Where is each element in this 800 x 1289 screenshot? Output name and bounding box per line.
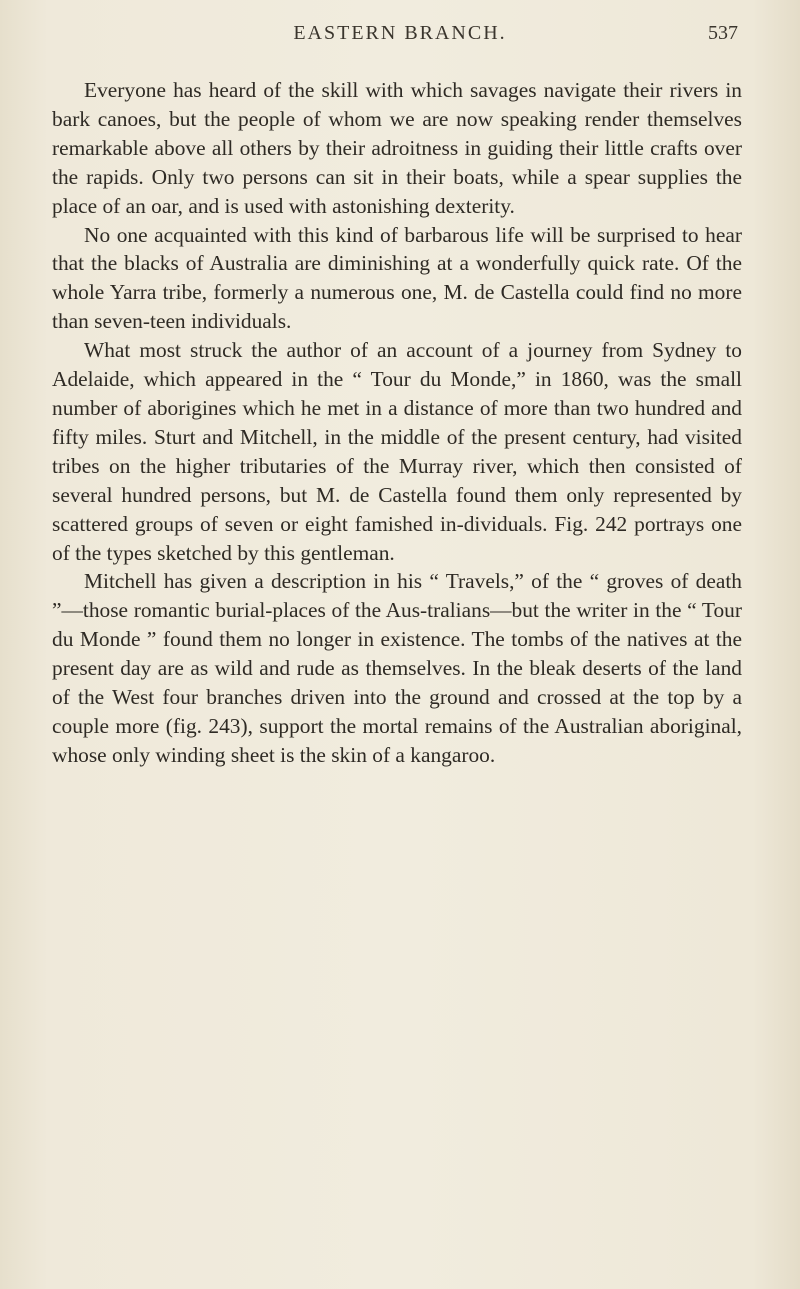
paragraph-burial: Mitchell has given a description in his “ Travels,” of the “ groves of death ”—those romantic burial-places of the Aus-tralians—but the writer in the “ Tour du Monde ” found them no longer in existence. The tombs of the natives at the present day are as wild and rude as themselves. In the bleak deserts of the land of the West four branches driven into the ground and crossed at the top by a couple more (fig. 243), support the mortal remains of the Australian aboriginal, whose only winding sheet is the skin of a kangaroo. xyxy=(52,569,742,767)
page-number: 537 xyxy=(708,22,738,44)
running-head xyxy=(0,22,800,52)
paragraph-diminishing: No one acquainted with this kind of barbarous life will be surprised to hear that the blacks of Australia are diminishing at a wonderfully quick rate. Of the whole Yarra tribe, formerly a numerous one, M. de Castella could find no more than seven-teen individuals. xyxy=(52,222,742,334)
paragraph-canoes: Everyone has heard of the skill with which savages navigate their rivers in bark canoes, but the people of whom we are now speaking render themselves remarkable above all others by their adroitness in guiding their little crafts over the rapids. Only two persons can sit in their boats, while a spear supplies the place of an oar, and is used with astonishing dexterity. xyxy=(52,78,742,218)
paragraph-journey: What most struck the author of an account of a journey from Sydney to Adelaide, which appeared in the “ Tour du Monde,” in 1860, was the small number of aborigines which he met in a distance of more than two hundred and fifty miles. Sturt and Mitchell, in the middle of the present century, had visited tribes on the higher tributaries of the Murray river, which then consisted of several hundred persons, but M. de Castella found them only represented by scattered groups of seven or eight famished in-dividuals. Fig. 242 portrays one of the types sketched by this gentleman. xyxy=(52,338,742,565)
running-title: EASTERN BRANCH. xyxy=(293,22,507,44)
body-text xyxy=(52,76,742,770)
